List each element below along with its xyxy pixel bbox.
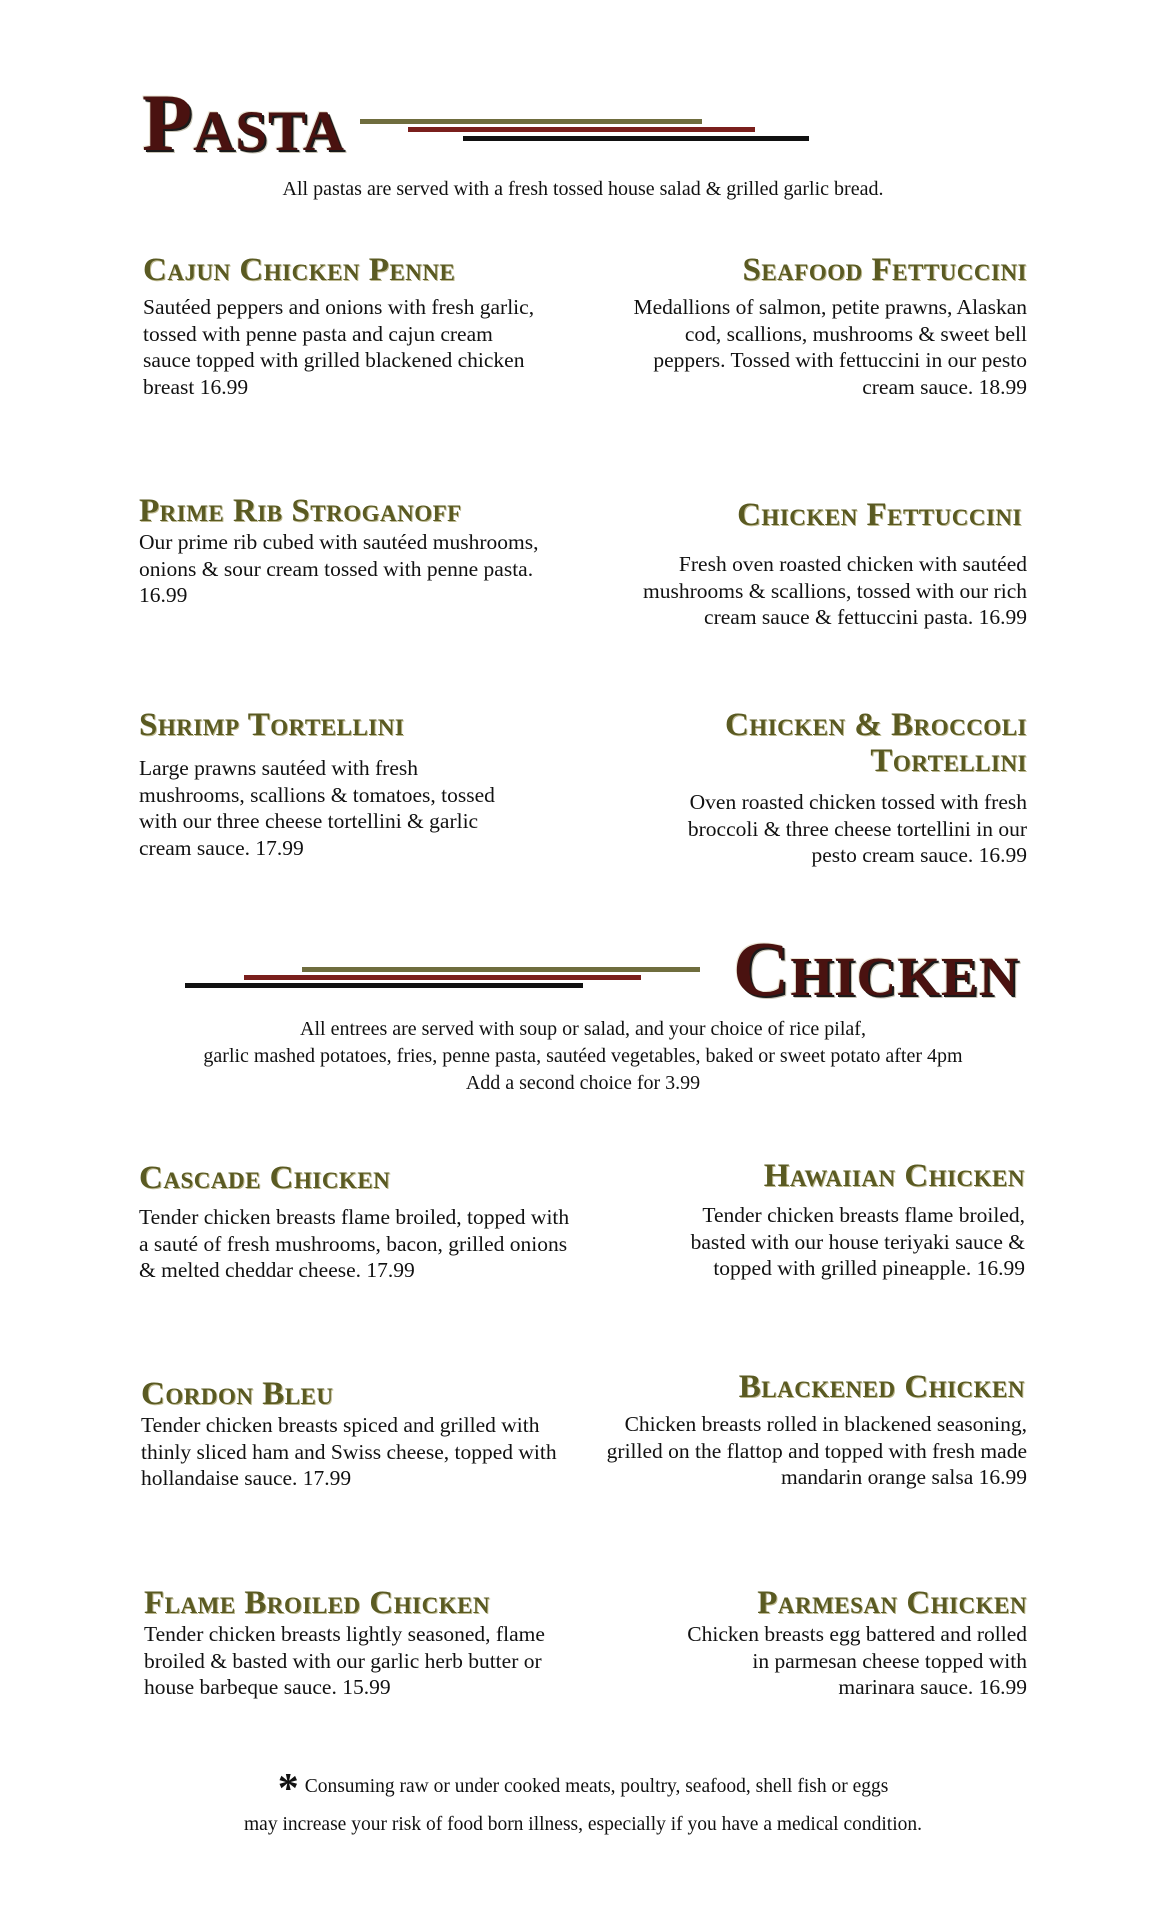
item-description: Tender chicken breasts flame broiled, topped with a sauté of fresh mushrooms, bacon, grilled onions & melted cheddar cheese. 17.99 xyxy=(139,1205,570,1282)
item-name: Cordon Bleu xyxy=(141,1376,334,1412)
item-name: Prime Rib Stroganoff xyxy=(139,493,462,529)
item-name: Blackened Chicken xyxy=(738,1369,1025,1405)
disclaimer-line2: may increase your risk of food born illness, especially if you have a medical condition. xyxy=(244,1814,922,1835)
item-description: Chicken breasts rolled in blackened seasoning, grilled on the flattop and topped with fresh made mandarin orange salsa 16.99 xyxy=(606,1412,1027,1489)
chicken-note-line3: Add a second choice for 3.99 xyxy=(465,1072,701,1094)
menu-item xyxy=(594,1369,1027,1491)
menu-item xyxy=(139,707,559,861)
item-name: Cajun Chicken Penne xyxy=(143,252,456,288)
pasta-section-title: Pasta xyxy=(142,77,345,168)
disclaimer-line1-text: Consuming raw or under cooked meats, poultry, seafood, shell fish or eggs xyxy=(304,1776,889,1797)
item-description: Fresh oven roasted chicken with sautéed mushrooms & scallions, tossed with our rich cream sauce & fettuccini pasta. 16.99 xyxy=(643,552,1027,629)
pasta-rule-red xyxy=(408,127,755,132)
chicken-rule-black xyxy=(185,983,583,988)
item-name: Seafood Fettuccini xyxy=(742,252,1027,288)
item-name: Shrimp Tortellini xyxy=(139,707,405,743)
pasta-note: All pastas are served with a fresh tossed house salad & grilled garlic bread. xyxy=(282,178,884,200)
menu-item xyxy=(139,1160,589,1284)
item-name: Parmesan Chicken xyxy=(757,1585,1027,1621)
menu-item xyxy=(640,1158,1025,1282)
item-description: Our prime rib cubed with sautéed mushrooms, onions & sour cream tossed with penne pasta. 16.99 xyxy=(139,530,539,607)
menu-item xyxy=(141,1376,591,1492)
menu-item xyxy=(144,1585,584,1701)
menu-item xyxy=(139,493,559,609)
item-description: Medallions of salmon, petite prawns, Alaskan cod, scallions, mushrooms & sweet bell peppers. Tossed with fettuccini in our pesto cream sauce. 18.99 xyxy=(633,295,1027,399)
item-description: Chicken breasts egg battered and rolled in parmesan cheese topped with marinara sauce. 16.99 xyxy=(687,1622,1027,1699)
pasta-rule-olive xyxy=(360,119,702,124)
chicken-note-line1: All entrees are served with soup or salad, and your choice of rice pilaf, xyxy=(300,1018,866,1040)
chicken-rule-olive xyxy=(302,967,700,972)
menu-item xyxy=(143,252,563,400)
item-name: Chicken Fettuccini xyxy=(737,497,1022,533)
menu-item xyxy=(630,252,1027,400)
disclaimer-line1 xyxy=(0,1766,1166,1812)
item-description: Large prawns sautéed with fresh mushrooms, scallions & tomatoes, tossed with our three cheese tortellini & garlic cream sauce. 17.99 xyxy=(139,756,495,860)
chicken-section-title: Chicken xyxy=(733,925,1020,1012)
menu-item xyxy=(660,1585,1027,1701)
item-name: Flame Broiled Chicken xyxy=(144,1585,491,1621)
food-safety-disclaimer xyxy=(0,1766,1166,1842)
item-description: Tender chicken breasts flame broiled, basted with our house teriyaki sauce & topped with grilled pineapple. 16.99 xyxy=(690,1203,1025,1280)
item-name: Hawaiian Chicken xyxy=(763,1158,1025,1194)
menu-item xyxy=(600,497,1027,631)
item-name: Cascade Chicken xyxy=(139,1160,391,1196)
chicken-rule-red xyxy=(244,975,641,980)
pasta-rule-black xyxy=(463,136,809,141)
item-description: Tender chicken breasts lightly seasoned, flame broiled & basted with our garlic herb butter or house barbeque sauce. 15.99 xyxy=(144,1622,545,1699)
asterisk-symbol: * xyxy=(277,1766,299,1812)
item-description: Tender chicken breasts spiced and grilled with thinly sliced ham and Swiss cheese, topped with hollandaise sauce. 17.99 xyxy=(141,1413,557,1490)
item-description: Sautéed peppers and onions with fresh garlic, tossed with penne pasta and cajun cream sauce topped with grilled blackened chicken breast 16.99 xyxy=(143,295,535,399)
menu-item xyxy=(640,707,1027,869)
item-name: Chicken & Broccoli Tortellini xyxy=(724,707,1027,779)
chicken-note-line2: garlic mashed potatoes, fries, penne pasta, sautéed vegetables, baked or sweet potato after 4pm xyxy=(203,1045,963,1067)
item-description: Oven roasted chicken tossed with fresh broccoli & three cheese tortellini in our pesto cream sauce. 16.99 xyxy=(687,790,1027,867)
